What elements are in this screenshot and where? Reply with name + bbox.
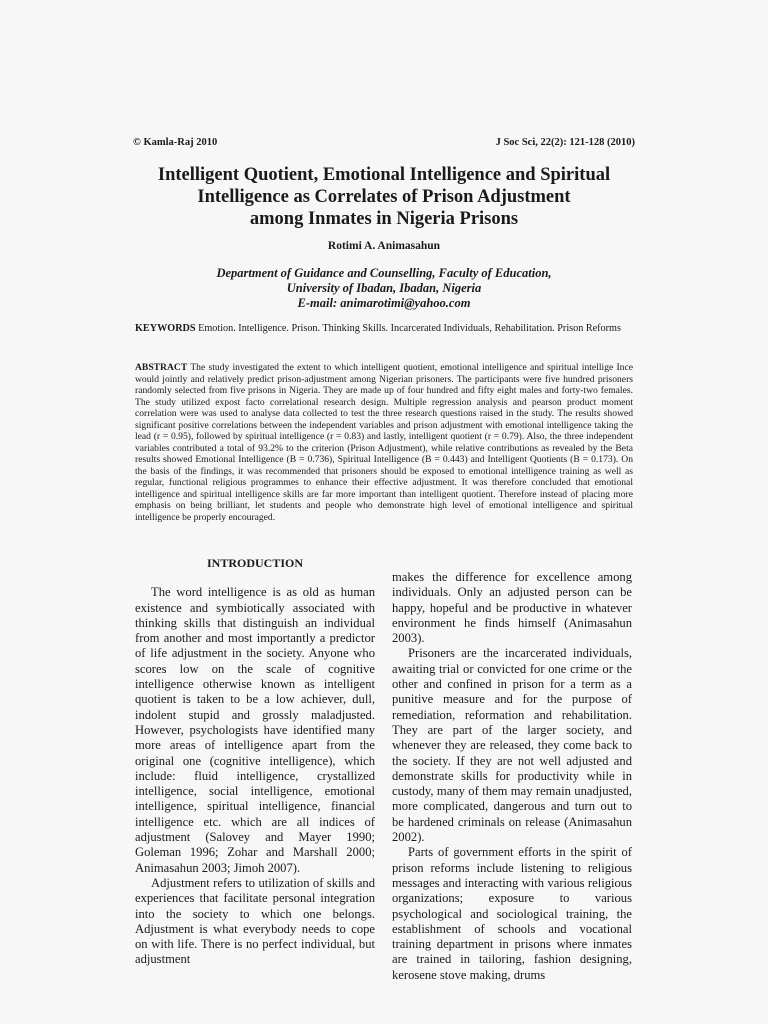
title-line: Intelligence as Correlates of Prison Adjustment <box>197 187 571 207</box>
abstract-label: ABSTRACT <box>135 362 188 373</box>
title-line: Intelligent Quotient, Emotional Intelligence and Spiritual <box>157 165 611 185</box>
abstract-text: The study investigated the extent to which intelligent quotient, emotional intelligence and spiritual intellige Ince would jointly and relatively predict prison-adjustment among Nigerian prisoners. The participants were five hundred prisoners randomly selected from five prisons in Nigeria. They are made up of four hundred and fifty eight males and forty-two females. The study utilized expost facto correlational research design. Multiple regression analysis and pearson product moment correlation were was used to analyse data collected to test the three research questions raised in the study. The results showed significant positive correlations between the independent variables and prison adjustment with emotional intelligence taking the lead (r = 0.95), followed by spiritual intelligence (r = 0.83) and lastly, intelligent quotient (r = 0.79). Also, the three independent variables contributed a total of 93.2% to the criterion (Prison Adjustment), while relative contributions as revealed by the Beta results showed Emotional Intelligence (B = 0.736), Spiritual Intelligence (B = 0.443) and Intelligent Quotients (B = 0.173). On the basis of the findings, it was recommended that prisoners should be exposed to emotional intelligence training as well as regular, functional religious programmes to enhance their effective adjustment. It was therefore concluded that emotional intelligence and spiritual intelligence skills are far more important than intelligent quotient. Therefore instead of placing more emphasis on being brilliant, let students and people who demonstrate high level of emotional intelligence and spiritual intelligence be properly encouraged. <box>135 362 633 523</box>
section-heading-introduction: INTRODUCTION <box>206 556 303 570</box>
paper-title <box>110 164 658 230</box>
keywords-block <box>135 323 633 335</box>
body-paragraph: The word intelligence is as old as human existence and symbiotically associated with thinking skills that distinguish an individual from another and most importantly a predictor of life adjustment in the society. Anyone who scores low on the scale of cognitive intelligence otherwise known as intelligent quotient is taken to be a low achiever, dull, indolent stupid and grossly maladjusted. However, psychologists have identified many more areas of intelligence apart from the original one (cognitive intelligence), which include: fluid intelligence, crystallized intelligence, social intelligence, emotional intelligence, spiritual intelligence, financial intelligence etc. which are all indices of adjustment (Salovey and Mayer 1990; Goleman 1996; Zohar and Marshall 2000; Animasahun 2003; Jimoh 2007). <box>135 585 375 875</box>
affiliation-department: Department of Guidance and Counselling, Faculty of Education, <box>216 266 552 280</box>
body-left-column <box>135 556 375 968</box>
title-line: among Inmates in Nigeria Prisons <box>249 209 519 229</box>
body-paragraph: Parts of government efforts in the spirit of prison reforms include listening to religious messages and interacting with various religious organizations; exposure to various psychological and sociological training, the establishment of schools and vocational training department in prisons where inmates are trained in tailoring, fashion designing, kerosene stove making, drums <box>392 845 632 982</box>
copyright-header: © Kamla-Raj 2010 <box>133 137 218 148</box>
affiliation-university: University of Ibadan, Ibadan, Nigeria <box>286 281 482 295</box>
author-name: Rotimi A. Animasahun <box>327 240 441 252</box>
keywords-label: KEYWORDS <box>135 323 196 334</box>
keywords-text: Emotion. Intelligence. Prison. Thinking Skills. Incarcerated Individuals, Rehabilitation. Prison Reforms <box>195 323 621 334</box>
body-paragraph: Prisoners are the incarcerated individuals, awaiting trial or convicted for one crime or the other and confined in prison for a term as a punitive measure and for the purpose of remediation, reformation and rehabilitation. They are part of the larger society, and whenever they are released, they come back to the society. If they are not well adjusted and demonstrate skills for productivity while in custody, many of them may remain unadjusted, more complicated, dangerous and turn out to be hardened criminals on release (Animasahun 2002). <box>392 646 632 845</box>
body-paragraph: makes the difference for excellence among individuals. Only an adjusted person can be happy, hopeful and be productive in whatever environment he finds himself (Animasahun 2003). <box>392 570 632 646</box>
author-affiliation <box>0 266 768 311</box>
body-paragraph: Adjustment refers to utilization of skills and experiences that facilitate personal integration into the society to which one belongs. Adjustment is what everybody needs to cope on with life. There is no perfect individual, but adjustment <box>135 875 375 967</box>
abstract-block <box>135 362 633 523</box>
body-right-column <box>392 570 632 983</box>
affiliation-email: E-mail: animarotimi@yahoo.com <box>297 296 471 310</box>
journal-citation-header: J Soc Sci, 22(2): 121-128 (2010) <box>495 137 635 148</box>
